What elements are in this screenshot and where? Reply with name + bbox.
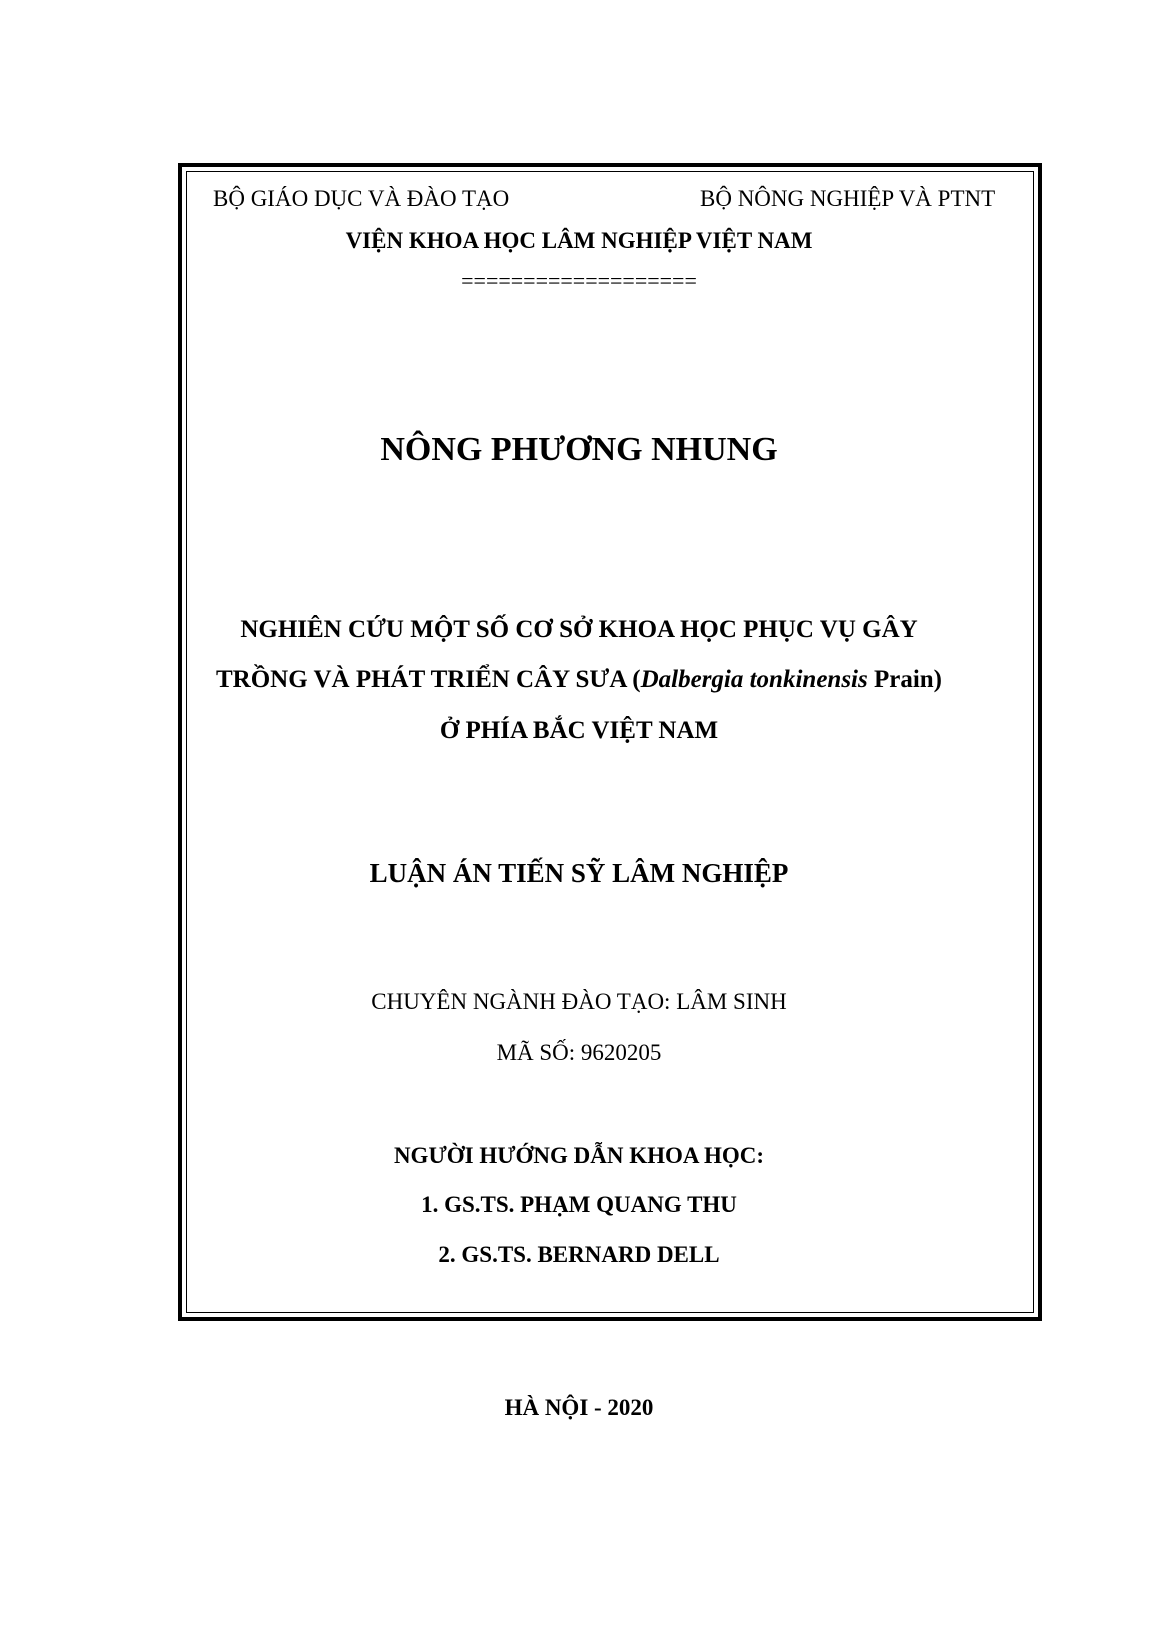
title-line-2-suffix: Prain) bbox=[867, 666, 943, 693]
major-field: CHUYÊN NGÀNH ĐÀO TẠO: LÂM SINH bbox=[371, 989, 787, 1014]
species-name: Dalbergia tonkinensis bbox=[640, 666, 868, 693]
place-and-year: HÀ NỘI - 2020 bbox=[504, 1395, 654, 1420]
major-code: MÃ SỐ: 9620205 bbox=[496, 1040, 662, 1065]
ministry-right: BỘ NÔNG NGHIỆP VÀ PTNT bbox=[700, 186, 996, 211]
thesis-title-line-1: NGHIÊN CỨU MỘT SỐ CƠ SỞ KHOA HỌC PHỤC VỤ GÂY bbox=[240, 616, 918, 643]
advisor-1: 1. GS.TS. PHẠM QUANG THU bbox=[421, 1192, 737, 1217]
thesis-title-line-2 bbox=[0, 667, 1158, 692]
author-name: NÔNG PHƯƠNG NHUNG bbox=[380, 431, 778, 468]
header-separator: =================== bbox=[461, 268, 697, 293]
thesis-title-line-3: Ở PHÍA BẮC VIỆT NAM bbox=[439, 717, 719, 744]
ministry-left: BỘ GIÁO DỤC VÀ ĐÀO TẠO bbox=[213, 186, 510, 211]
advisor-2: 2. GS.TS. BERNARD DELL bbox=[438, 1242, 720, 1267]
title-line-2-prefix: TRỒNG VÀ PHÁT TRIỂN CÂY SƯA ( bbox=[215, 666, 641, 693]
degree-title: LUẬN ÁN TIẾN SỸ LÂM NGHIỆP bbox=[369, 858, 789, 888]
advisors-heading: NGƯỜI HƯỚNG DẪN KHOA HỌC: bbox=[393, 1143, 765, 1168]
institute-name: VIỆN KHOA HỌC LÂM NGHIỆP VIỆT NAM bbox=[345, 228, 813, 253]
